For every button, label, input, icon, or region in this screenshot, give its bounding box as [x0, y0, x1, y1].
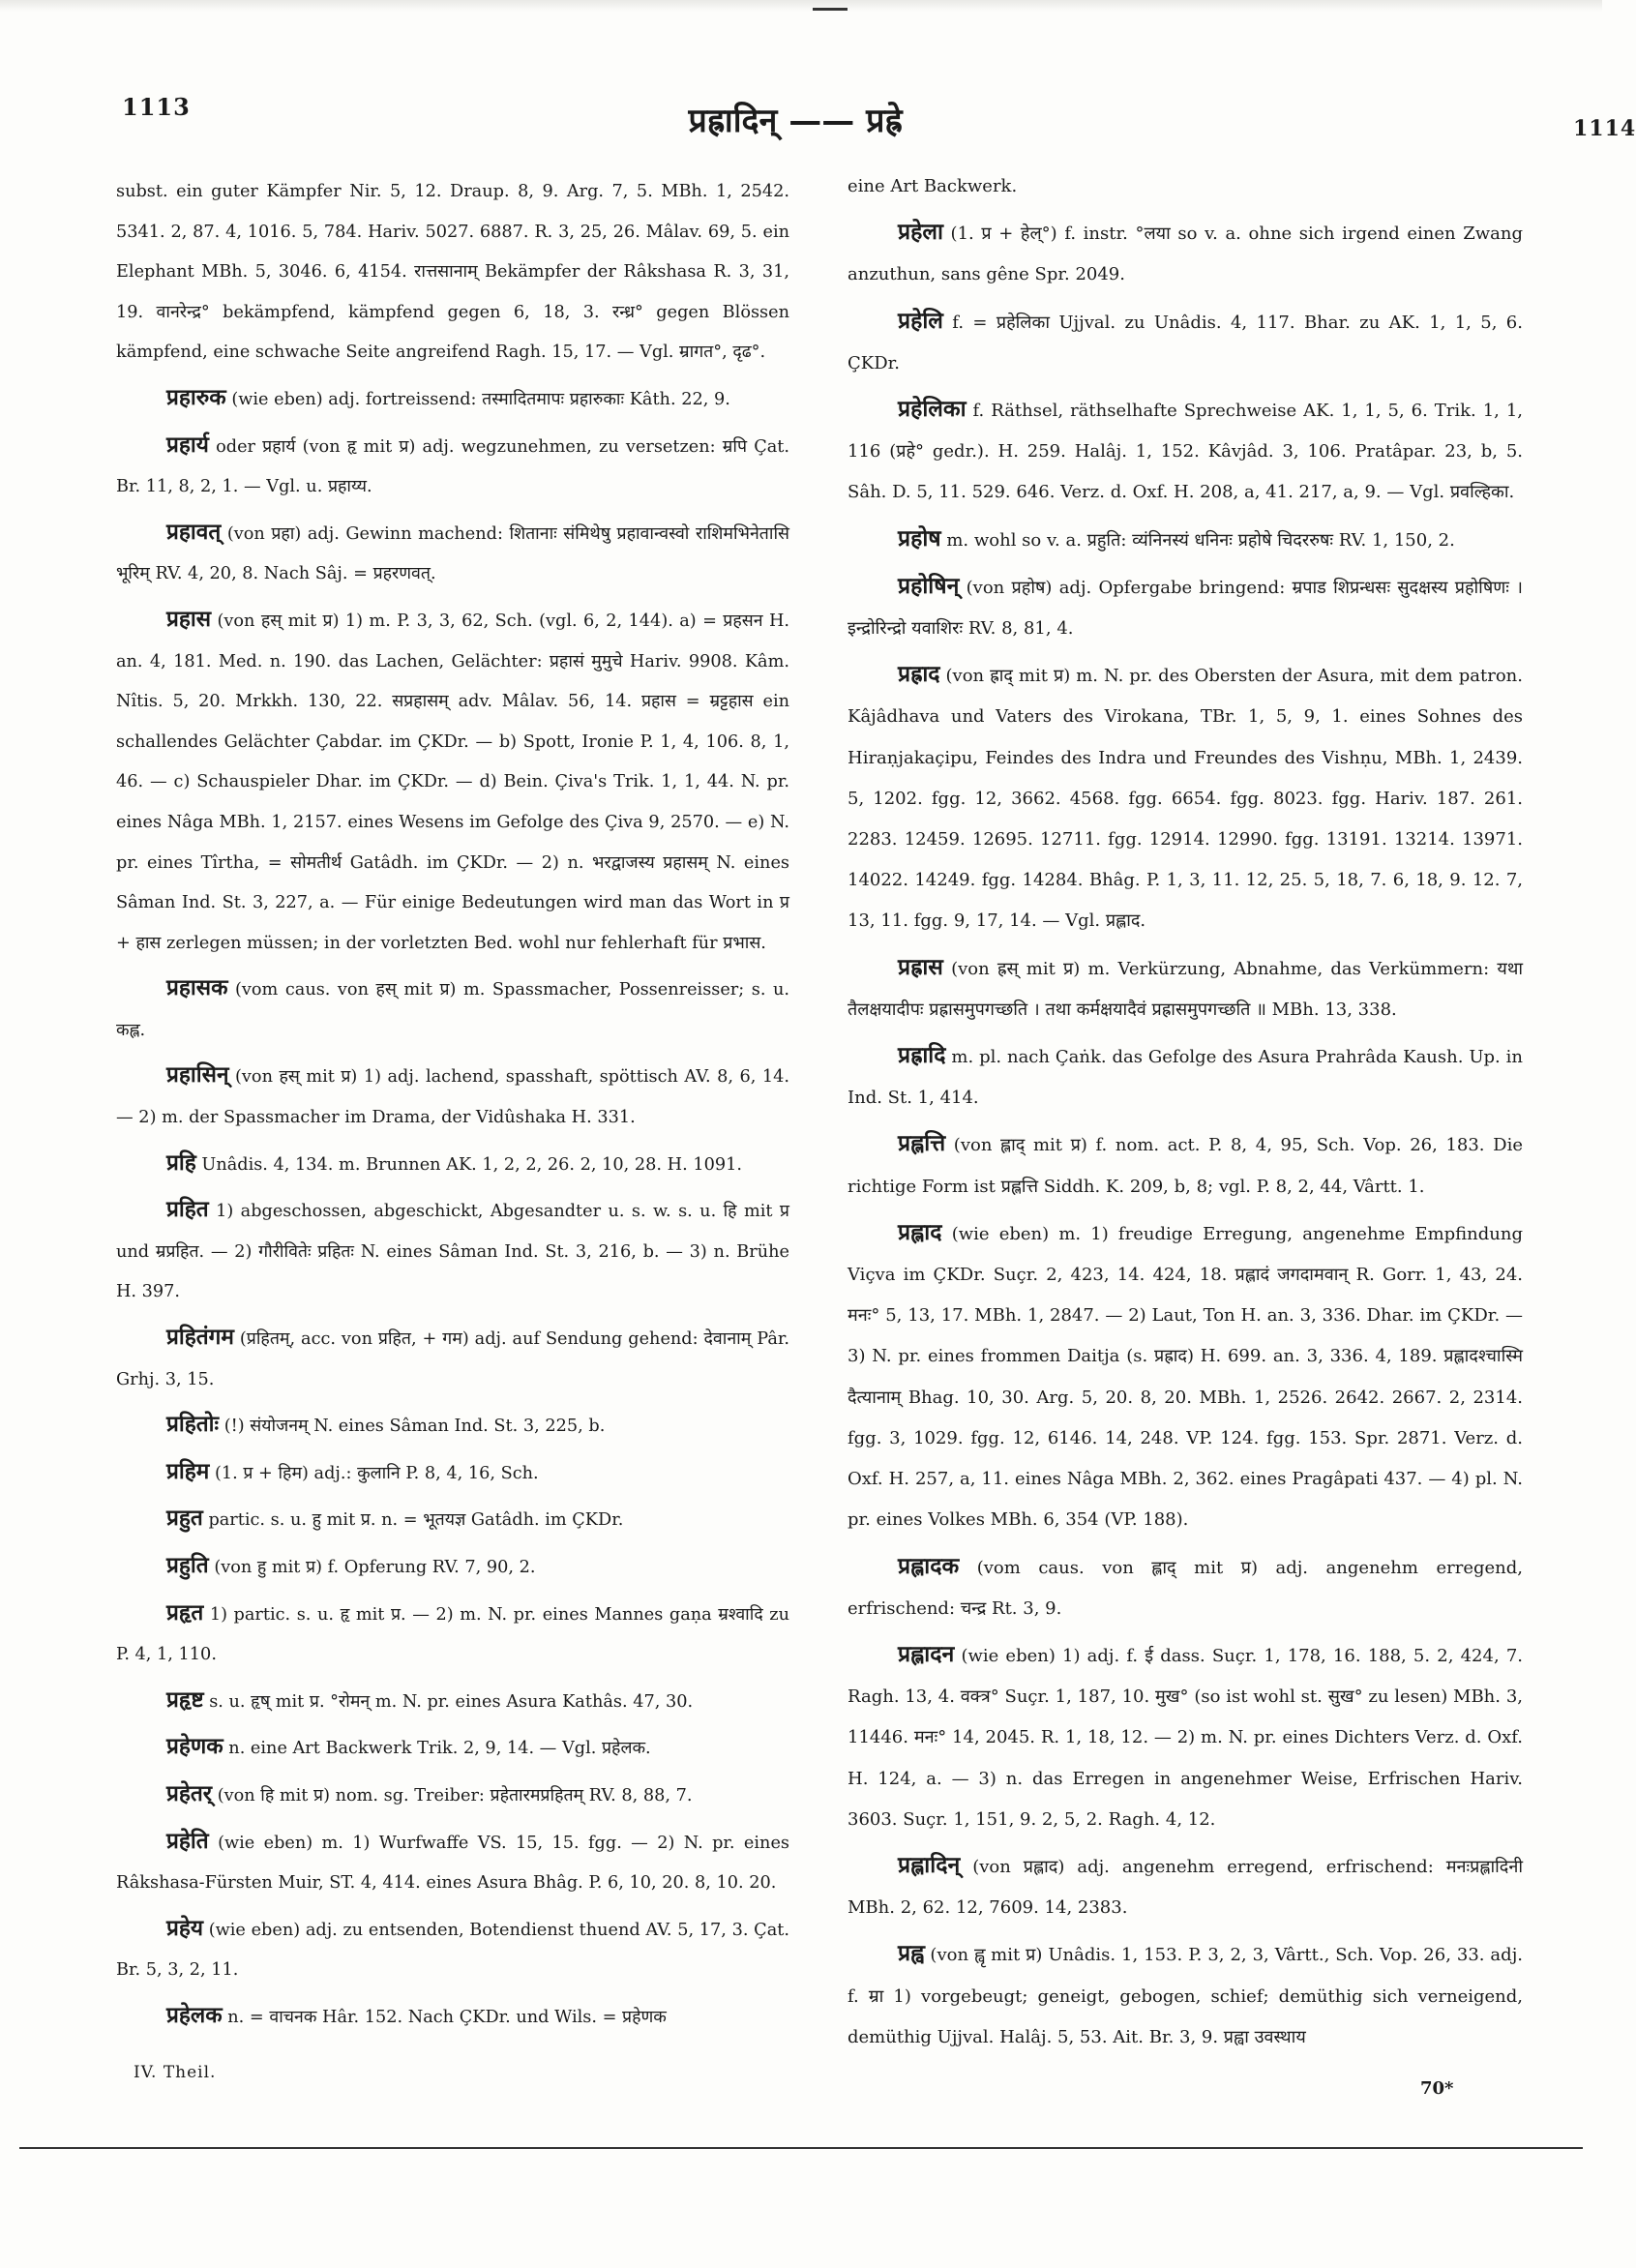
dictionary-entry	[848, 212, 1523, 295]
dictionary-entry	[116, 969, 789, 1051]
entry-text: (1. प्र + हिम) adj.: कुलानि P. 8, 4, 16, Sch.	[214, 1463, 539, 1483]
dictionary-entry	[848, 389, 1523, 514]
entry-headword: प्रहृत	[166, 1599, 204, 1626]
running-head: प्रह्रादिन् —— प्रह्रे	[688, 102, 903, 140]
dictionary-entry	[116, 1405, 789, 1447]
entry-headword: प्रह्रादि	[898, 1042, 946, 1069]
dictionary-entry	[116, 600, 789, 964]
entry-text: n. = वाचनक Hâr. 152. Nach ÇKDr. und Wils. = प्रहेणक	[227, 2007, 667, 2027]
dictionary-entry	[116, 1681, 789, 1723]
entry-text: s. u. हृष् mit प्र. °रोमन् m. N. pr. eines Asura Kathâs. 47, 30.	[209, 1691, 694, 1712]
entry-headword: प्रहितंगम	[166, 1325, 234, 1351]
entry-text: (wie eben) adj. zu entsenden, Botendienst thuend AV. 5, 17, 3. Çat. Br. 5, 3, 2, 11.	[116, 1920, 789, 1981]
entry-text: f. Räthsel, räthselhafte Sprechweise AK. 1, 1, 5, 6. Trik. 1, 1, 116 (प्रहे° gedr.). H. 259. Halâj. 1, 152. Kâvjâd. 3, 106. Pratâpar. 23, b, 5. Sâh. D. 5, 11. 529. 646. Verz. d. Oxf. H. 208, a, 41. 217, a, 9. — Vgl. प्रवल्हिका.	[848, 401, 1523, 503]
dictionary-entry	[116, 1452, 789, 1495]
dictionary-entry	[116, 1822, 789, 1904]
entry-text: (!) संयोजनम् N. eines Sâman Ind. St. 3, 225, b.	[223, 1417, 606, 1437]
entry-headword: प्रह्राद	[898, 661, 940, 688]
left-column	[116, 172, 789, 2044]
entry-text: (wie eben) adj. fortreissend: तस्मादितमापः प्रहारुकाः Kâth. 22, 9.	[231, 389, 730, 409]
dictionary-entry	[116, 172, 789, 373]
dictionary-entry	[848, 1634, 1523, 1840]
entry-text: (von ह्राद् mit प्र) m. N. pr. des Obersten der Asura, mit dem patron. Kâjâdhava und Vaters des Virokana, TBr. 1, 5, 9, 1. eines Sohnes des Hiraṇjakaçipu, Feindes des Indra und Freundes des Vishṇu, MBh. 1, 2439. 5, 1202. fgg. 12, 3662. 4568. fgg. 6654. fgg. 8023. fgg. Hariv. 187. 261. 2283. 12459. 12695. 12711. fgg. 12914. 12990. fgg. 13191. 13214. 13971. 14022. 14249. fgg. 14284. Bhâg. P. 1, 3, 11. 12, 25. 5, 18, 7. 6, 18, 9. 12. 7, 13, 11. fgg. 9, 17, 14. — Vgl. प्रह्लाद.	[848, 666, 1523, 932]
dictionary-entry	[116, 1775, 789, 1817]
entry-text: eine Art Backwerk.	[848, 176, 1018, 196]
entry-text: (von प्रह्लाद) adj. angenehm erregend, erfrischend: मनःप्रह्लादिनी MBh. 2, 62. 12, 7609. 14, 2383.	[848, 1856, 1523, 1919]
dictionary-entry	[848, 1035, 1523, 1119]
entry-text: (von प्रहा) adj. Gewinn machend: शितानाः संमिथेषु प्रहावान्वस्वो राशिमभिनेतासि भूरिम् RV. 4, 20, 8. Nach Sâj. = प्रहरणवत्.	[116, 523, 789, 584]
dictionary-entry	[848, 1123, 1523, 1207]
entry-headword: प्रहिम	[166, 1458, 210, 1484]
entry-text: (von हस् mit प्र) 1) m. P. 3, 3, 62, Sch. (vgl. 6, 2, 144). a) = प्रहसन H. an. 4, 181. Med. n. 190. das Lachen, Gelächter: प्रहासं मुमुचे Hariv. 9908. Kâm. Nîtis. 5, 20. Mrkkh. 130, 22. सप्रहासम् adv. Mâlav. 56, 14. प्रहास = म्रट्टहास ein schallendes Gelächter Çabdar. im ÇKDr. — b) Spott, Ironie P. 1, 4, 106. 8, 1, 46. — c) Schauspieler Dhar. im ÇKDr. — d) Bein. Çiva's Trik. 1, 1, 44. N. pr. eines Nâga MBh. 1, 2157. eines Wesens im Gefolge des Çiva 9, 2570. — e) N. pr. eines Tîrtha, = सोमतीर्थ Gatâdh. im ÇKDr. — 2) n. भरद्वाजस्य प्रहासम् N. eines Sâman Ind. St. 3, 227, a. — Für einige Bedeutungen wird man das Wort in प्र + हास zerlegen müssen; in der vorletzten Bed. wohl nur fehlerhaft für प्रभास.	[116, 611, 789, 953]
entry-headword: प्रहित	[166, 1197, 209, 1223]
dictionary-entry	[116, 1909, 789, 1991]
volume-signature: IV. Theil.	[134, 2063, 217, 2082]
dictionary-entry	[848, 654, 1523, 941]
entry-headword: प्रहार्य	[166, 432, 209, 458]
dictionary-entry	[116, 513, 789, 595]
entry-text: m. pl. nach Çaṅk. das Gefolge des Asura Prahrâda Kaush. Up. in Ind. St. 1, 414.	[848, 1047, 1523, 1109]
entry-headword: प्रहेति	[166, 1828, 209, 1854]
entry-headword: प्रहेणक	[166, 1734, 223, 1760]
entry-text: (von प्रहोष) adj. Opfergabe bringend: म्रपाड शिप्रन्धसः सुदक्षस्य प्रहोषिणः । इन्द्रोरिन्द्रो यवाशिरः RV. 8, 81, 4.	[848, 577, 1523, 640]
entry-headword: प्रहेतर्	[166, 1780, 213, 1806]
entry-text: (von हु mit प्र) f. Opferung RV. 7, 90, 2.	[214, 1558, 536, 1577]
entry-headword: प्रह्लादक	[898, 1552, 960, 1579]
dictionary-entry	[116, 1318, 789, 1400]
entry-headword: प्रहारुक	[166, 384, 226, 410]
entry-headword: प्रहास	[166, 606, 212, 632]
entry-text: (vom caus. von हस् mit प्र) m. Spassmacher, Possenreisser; s. u. कह्ल.	[116, 980, 790, 1040]
entry-text: (wie eben) m. 1) Wurfwaffe VS. 15, 15. fgg. — 2) N. pr. eines Râkshasa-Fürsten Muir, ST. 4, 414. eines Asura Bhâg. P. 6, 10, 20. 8, 10. 20.	[116, 1833, 789, 1894]
entry-text: (von हस् mit प्र) 1) adj. lachend, spasshaft, spöttisch AV. 8, 6, 14. — 2) m. der Spassmacher im Drama, der Vidûshaka H. 331.	[116, 1067, 789, 1128]
entry-headword: प्रहितोः	[166, 1412, 220, 1438]
entry-text: (von हि mit प्र) nom. sg. Treiber: प्रहेतारमप्रहितम् RV. 8, 88, 7.	[217, 1785, 693, 1805]
dictionary-entry	[848, 301, 1523, 384]
entry-headword: प्रह्लादन	[898, 1640, 955, 1667]
entry-text: f. = प्रहेलिका Ujjval. zu Unâdis. 4, 117. Bhar. zu AK. 1, 1, 5, 6. ÇKDr.	[848, 312, 1523, 373]
entry-text: Unâdis. 4, 134. m. Brunnen AK. 1, 2, 2, 26. 2, 10, 28. H. 1091.	[201, 1154, 742, 1175]
entry-headword: प्रह्लाद	[898, 1218, 942, 1245]
entry-text: (von ह्वृ mit प्र) Unâdis. 1, 153. P. 3, 2, 3, Vârtt., Sch. Vop. 26, 33. adj. f. म्रा 1) vorgebeugt; geneigt, gebogen, schief; demüthig sich verneigend, demüthig Ujjval. Halâj. 5, 53. Ait. Br. 3, 9. प्रह्वा उवस्थाय	[848, 1945, 1523, 2047]
dictionary-entry	[116, 1996, 789, 2039]
entry-headword: प्रहेलि	[898, 307, 943, 334]
dictionary-entry	[116, 1546, 789, 1589]
entry-text: (von ह्रस् mit प्र) m. Verkürzung, Abnahme, das Verkümmern: यथा तैलक्षयादीपः प्रह्रासमुपगच्छति । तथा कर्मक्षयादैवं प्रह्रासमुपगच्छति ॥ MBh. 13, 338.	[848, 958, 1523, 1020]
entry-headword: प्रहोषिन्	[898, 572, 960, 599]
dictionary-entry	[116, 1727, 789, 1770]
entry-headword: प्रहासिन्	[166, 1062, 229, 1089]
entry-headword: प्रह्लत्ति	[898, 1130, 946, 1157]
entry-headword: प्रह्व	[898, 1940, 925, 1967]
top-rule	[813, 8, 848, 11]
entry-headword: प्रह्लादिन्	[898, 1851, 961, 1878]
bottom-rule	[19, 2147, 1583, 2149]
dictionary-entry	[848, 1933, 1523, 2058]
entry-headword: प्रहावत्	[166, 519, 222, 545]
entry-text: subst. ein guter Kämpfer Nir. 5, 12. Draup. 8, 9. Arg. 7, 5. MBh. 1, 2542. 5341. 2, 87. 4, 1016. 5, 784. Hariv. 5027. 6887. R. 3, 25, 26. Mâlav. 69, 5. ein Elephant MBh. 5, 3046. 6, 4154. रात्तसानाम् Bekämpfer der Râkshasa R. 3, 31, 19. वानरेन्द्र° bekämpfend, kämpfend gegen 6, 18, 3. रन्ध्र° gegen Blössen kämpfend, eine schwache Seite angreifend Ragh. 15, 17. — Vgl. म्रागत°, दृढ°.	[116, 182, 789, 363]
entry-text: 1) partic. s. u. हृ mit प्र. — 2) m. N. pr. eines Mannes gaṇa म्रश्वादि zu P. 4, 1, 110.	[116, 1604, 790, 1665]
entry-text: (1. प्र + हेल्°) f. instr. °लया so v. a. ohne sich irgend einen Zwang anzuthun, sans gêne Spr. 2049.	[848, 224, 1523, 285]
entry-headword: प्रहेलक	[166, 2002, 223, 2028]
entry-text: oder प्रहार्य (von हृ mit प्र) adj. wegzunehmen, zu versetzen: म्रपि Çat. Br. 11, 8, 2, 1. — Vgl. u. प्रहाय्य.	[116, 436, 789, 497]
entry-headword: प्रहुत	[166, 1506, 203, 1532]
entry-text: (vom caus. von ह्लाद् mit प्र) adj. angenehm erregend, erfrischend: चन्द्र Rt. 3, 9.	[848, 1557, 1523, 1619]
dictionary-entry	[116, 1190, 789, 1313]
dictionary-entry	[116, 1056, 789, 1138]
right-column	[848, 166, 1523, 2063]
entry-text: (von ह्लाद् mit प्र) f. nom. act. P. 8, 4, 95, Sch. Vop. 26, 183. Die richtige Form ist प्रह्लत्ति Siddh. K. 209, b, 8; vgl. P. 8, 2, 44, Vârtt. 1.	[848, 1135, 1523, 1197]
sheet-mark: 70*	[1420, 2078, 1454, 2099]
entry-headword: प्रहेय	[166, 1915, 204, 1941]
entry-text: (wie eben) 1) adj. f. ई dass. Suçr. 1, 178, 16. 188, 5. 2, 424, 7. Ragh. 13, 4. वक्त्र° Suçr. 1, 187, 10. मुख° (so ist wohl st. सुख° zu lesen) MBh. 3, 11446. मनः° 14, 2045. R. 1, 18, 12. — 2) m. N. pr. eines Dichters Verz. d. Oxf. H. 124, a. — 3) n. das Erregen in angenehmer Weise, Erfrischen Hariv. 3603. Suçr. 1, 151, 9. 2, 5, 2. Ragh. 4, 12.	[848, 1645, 1523, 1830]
scan-edge	[0, 0, 1602, 12]
entry-text: 1) abgeschossen, abgeschickt, Abgesandter u. s. w. s. u. हि mit प्र und म्रप्रहित. — 2) गौरीवितेः प्रहितः N. eines Sâman Ind. St. 3, 216, b. — 3) n. Brühe H. 397.	[116, 1202, 789, 1302]
dictionary-entry	[848, 566, 1523, 649]
dictionary-entry	[116, 1144, 789, 1186]
page-number-left: 1113	[122, 93, 191, 121]
dictionary-entry	[848, 166, 1523, 207]
entry-headword: प्रहृष्ट	[166, 1686, 204, 1713]
entry-text: m. wohl so v. a. प्रहुति: व्यंनिनस्यं धनिनः प्रहोषे चिदररुषः RV. 1, 150, 2.	[946, 529, 1455, 551]
dictionary-entry	[116, 426, 789, 508]
dictionary-entry	[848, 519, 1523, 561]
dictionary-entry	[116, 378, 789, 421]
entry-text: (wie eben) m. 1) freudige Erregung, angenehme Empfindung Viçva im ÇKDr. Suçr. 2, 423, 14. 424, 18. प्रह्लादं जगदामवान् R. Gorr. 1, 43, 24. मनः° 5, 13, 17. MBh. 1, 2847. — 2) Laut, Ton H. an. 3, 336. Dhar. im ÇKDr. — 3) N. pr. eines frommen Daitja (s. प्रह्राद) H. 699. an. 3, 336. 4, 189. प्रह्लादश्चास्मि दैत्यानाम् Bhag. 10, 30. Arg. 5, 20. 8, 20. MBh. 1, 2526. 2642. 2667. 2, 2314. fgg. 3, 1029. fgg. 12, 6146. 14, 248. VP. 124. fgg. 153. Spr. 2871. Verz. d. Oxf. H. 257, a, 11. eines Nâga MBh. 2, 362. eines Pragâpati 437. — 4) pl. N. pr. eines Volkes MBh. 6, 354 (VP. 188).	[848, 1223, 1523, 1531]
dictionary-entry	[848, 1212, 1523, 1541]
entry-headword: प्रहुति	[166, 1553, 209, 1578]
dictionary-entry	[848, 1546, 1523, 1629]
entry-headword: प्रह्रास	[898, 953, 943, 980]
entry-headword: प्रहेलिका	[898, 396, 967, 423]
dictionary-entry	[848, 1845, 1523, 1928]
dictionary-entry	[116, 1499, 789, 1541]
page-number-right: 1114	[1573, 116, 1636, 141]
entry-text: (प्रहितम्, acc. von प्रहित, + गम) adj. auf Sendung gehend: देवानाम् Pâr. Grhj. 3, 15.	[116, 1329, 789, 1389]
dictionary-entry	[116, 1594, 789, 1676]
entry-headword: प्रहासक	[166, 975, 228, 1001]
entry-text: n. eine Art Backwerk Trik. 2, 9, 14. — Vgl. प्रहेलक.	[228, 1739, 651, 1759]
entry-headword: प्रहोष	[898, 524, 941, 552]
entry-text: partic. s. u. हु mit प्र. n. = भूतयज्ञ Gatâdh. im ÇKDr.	[208, 1510, 624, 1531]
entry-headword: प्रहि	[166, 1149, 196, 1176]
entry-headword: प्रहेला	[898, 219, 943, 246]
dictionary-entry	[848, 947, 1523, 1030]
